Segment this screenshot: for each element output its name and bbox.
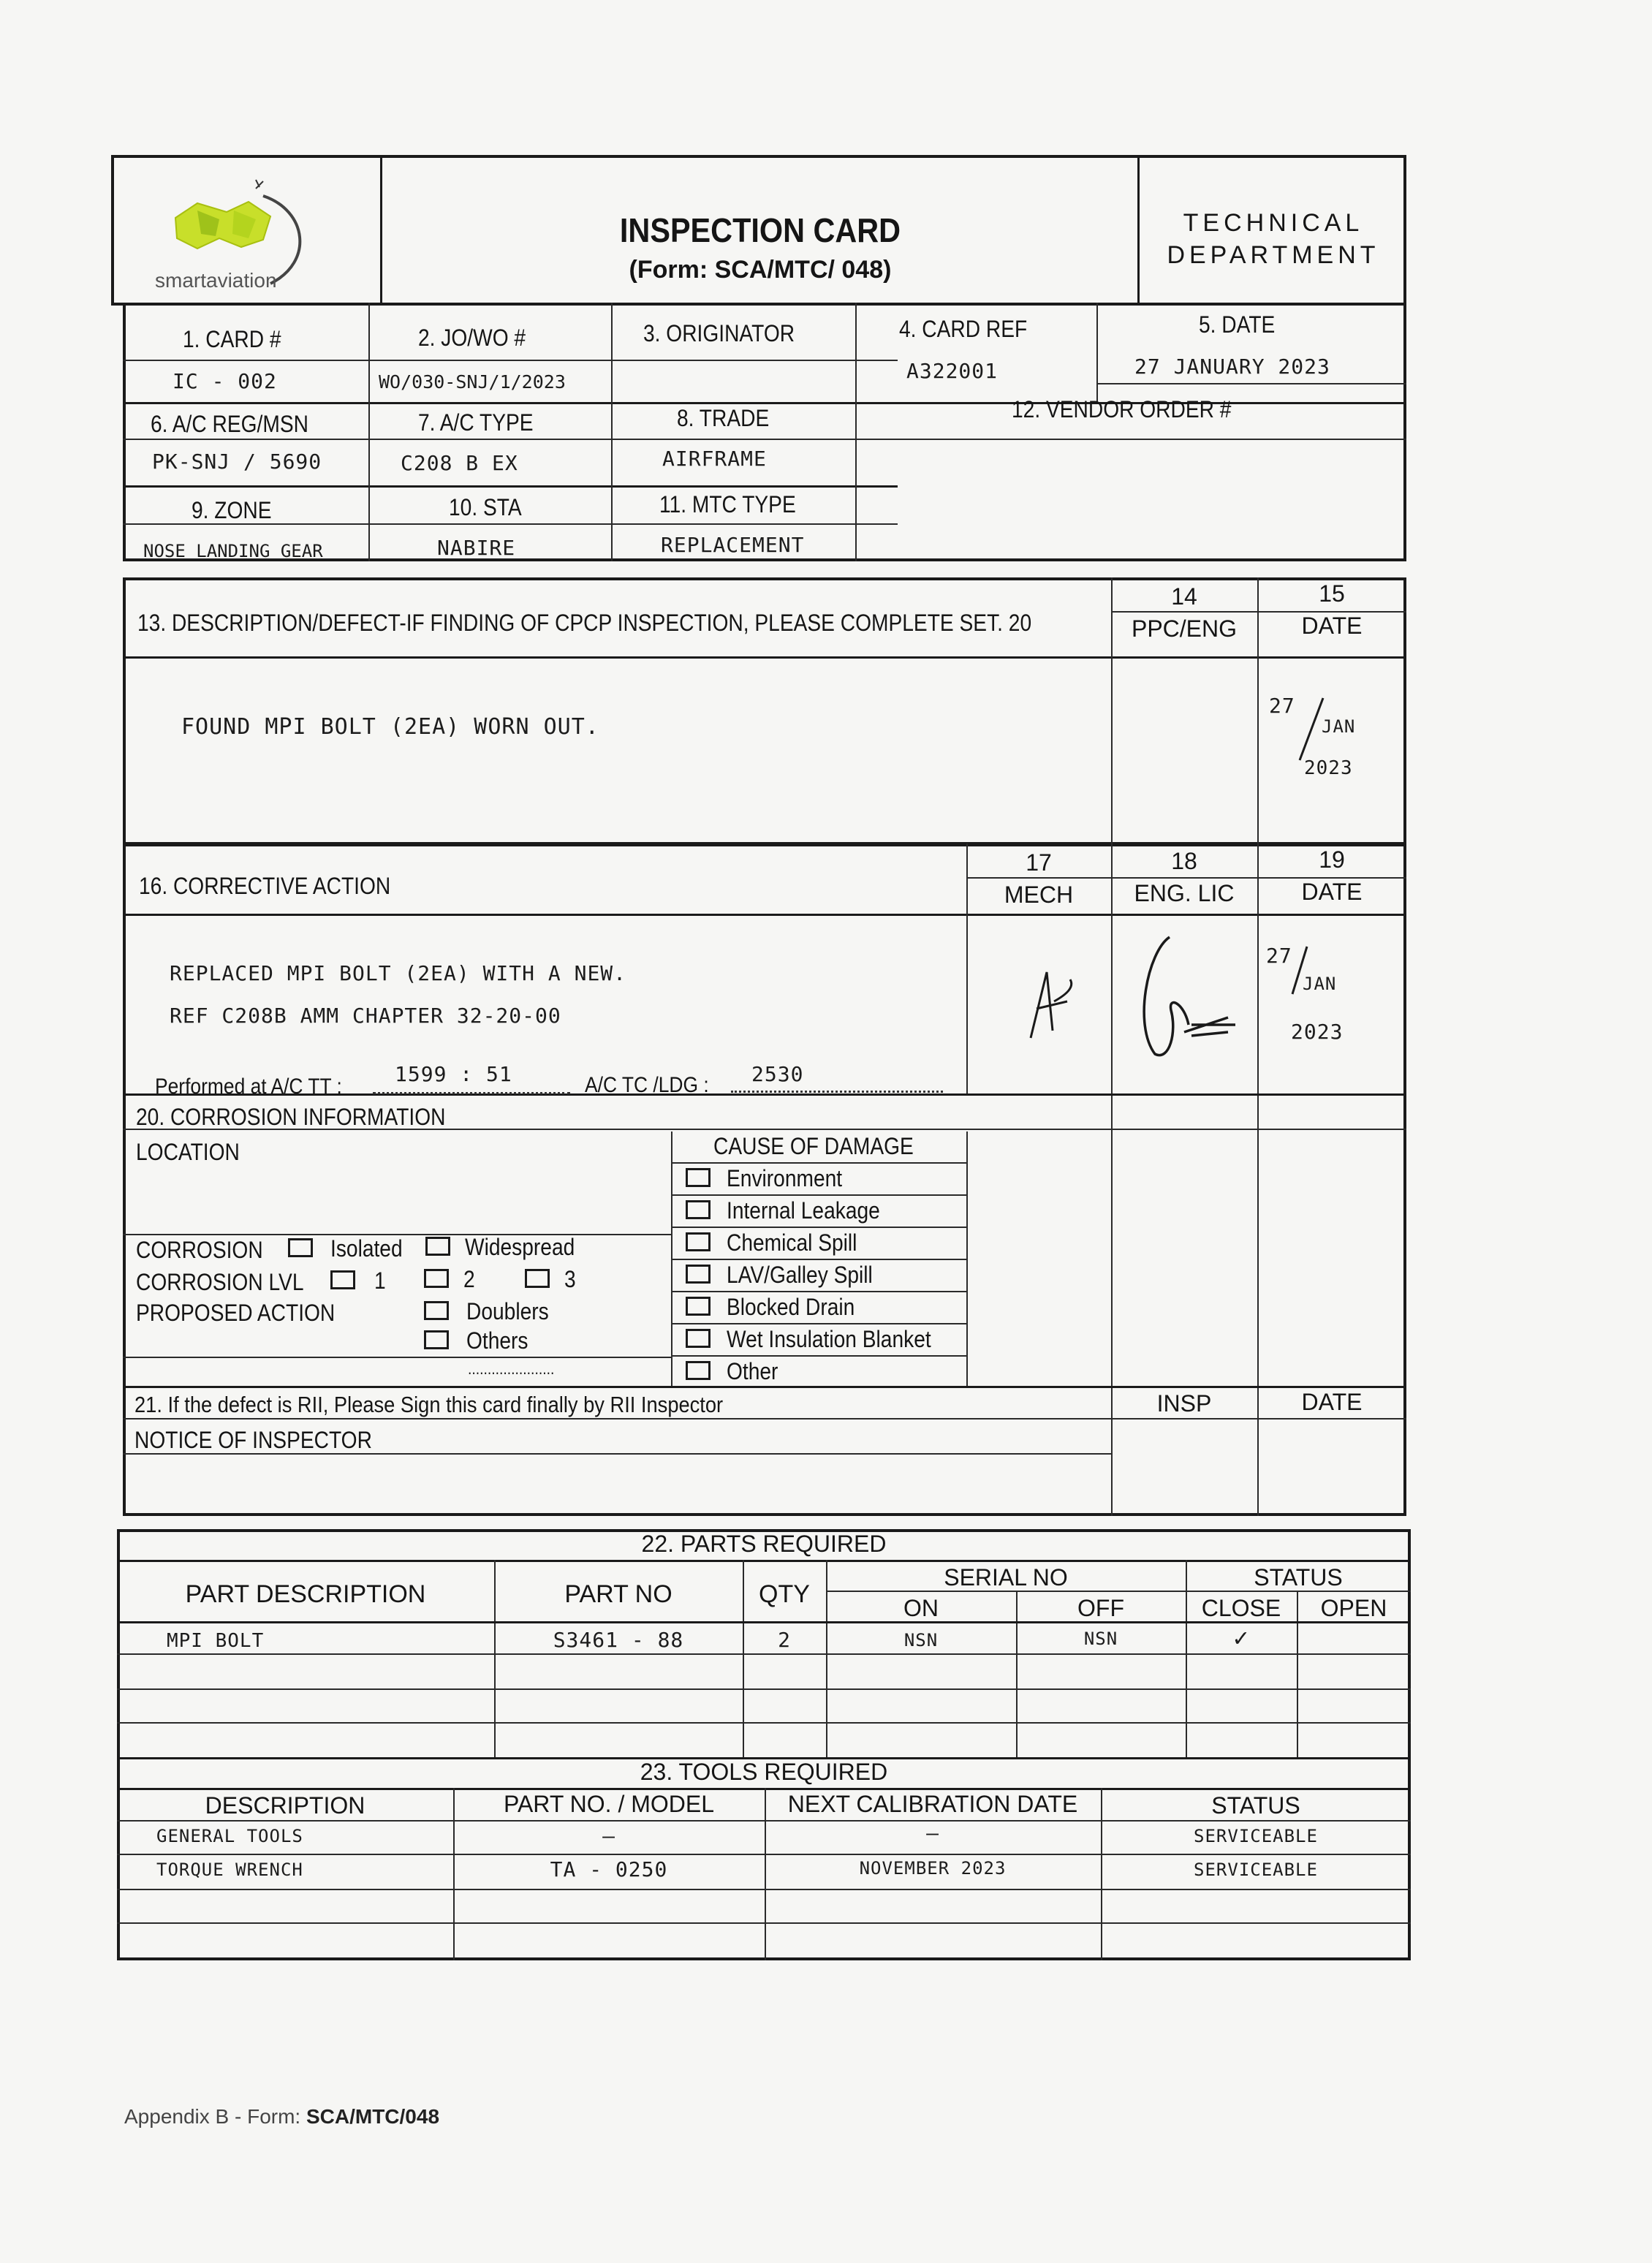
row-line (123, 914, 1406, 916)
blocked-drain-checkbox[interactable] (686, 1297, 711, 1316)
part-description-cell[interactable]: MPI BOLT (167, 1630, 265, 1652)
originator-label: 3. ORIGINATOR (643, 320, 795, 346)
row-line (671, 1291, 966, 1292)
ac-reg-value[interactable]: PK-SNJ / 5690 (152, 450, 322, 474)
mech-number: 17 (1026, 849, 1052, 876)
corrective-date-year[interactable]: 2023 (1291, 1020, 1344, 1044)
defect-date-month[interactable]: JAN (1322, 716, 1356, 737)
vendor-order-label: 12. VENDOR ORDER # (1012, 396, 1232, 422)
mech-label: MECH (1004, 882, 1074, 908)
level-2-label: 2 (463, 1266, 475, 1292)
date-label: 5. DATE (1199, 311, 1276, 338)
header-divider (1137, 155, 1140, 306)
row-line (117, 1889, 1411, 1890)
col-line (855, 303, 857, 561)
performed-label: Performed at A/C TT : (155, 1074, 342, 1099)
col-line (368, 303, 370, 561)
tools-title: 23. TOOLS REQUIRED (640, 1759, 888, 1785)
footer-prefix: Appendix B - Form: (124, 2105, 306, 2128)
tool-description-cell[interactable]: GENERAL TOOLS (156, 1826, 303, 1846)
row-line (117, 1688, 1411, 1690)
col-line (966, 1132, 968, 1387)
card-no-value[interactable]: IC - 002 (173, 369, 277, 393)
footer-form-code: SCA/MTC/048 (306, 2105, 440, 2128)
rii-date-label: DATE (1301, 1389, 1363, 1415)
corrosion-title: 20. CORROSION INFORMATION (136, 1104, 446, 1130)
row-line (671, 1194, 966, 1196)
corrective-label: 16. CORRECTIVE ACTION (139, 873, 391, 899)
card-ref-value[interactable]: A322001 (906, 359, 999, 383)
tool-description-header: DESCRIPTION (205, 1792, 365, 1819)
card-no-label: 1. CARD # (183, 326, 281, 352)
tool-part-no-header: PART NO. / MODEL (503, 1791, 715, 1817)
col-line (1257, 844, 1259, 1516)
parts-title: 22. PARTS REQUIRED (641, 1531, 887, 1557)
mtc-type-value[interactable]: REPLACEMENT (661, 533, 805, 557)
status-header: STATUS (1254, 1564, 1343, 1591)
defect-date-year[interactable]: 2023 (1304, 757, 1353, 779)
row-line (117, 1922, 1411, 1924)
jo-wo-label: 2. JO/WO # (418, 325, 526, 351)
row-line (123, 1357, 671, 1358)
ac-reg-label: 6. A/C REG/MSN (151, 411, 308, 437)
environment-checkbox[interactable] (686, 1168, 711, 1187)
row-line (117, 1621, 1411, 1623)
row-line (123, 485, 898, 488)
part-no-header: PART NO (564, 1580, 672, 1608)
status-close-check[interactable]: ✓ (1233, 1623, 1249, 1653)
open-header: OPEN (1320, 1595, 1387, 1621)
row-line (671, 1162, 966, 1164)
close-header: CLOSE (1201, 1595, 1281, 1621)
corrective-line1[interactable]: REPLACED MPI BOLT (2EA) WITH A NEW. (170, 961, 627, 985)
internal-leakage-checkbox[interactable] (686, 1200, 711, 1219)
mech-signature[interactable] (1009, 950, 1096, 1053)
cause-wet-insulation: Wet Insulation Blanket (727, 1326, 931, 1352)
isolated-label: Isolated (330, 1235, 403, 1262)
tool-status-cell[interactable]: SERVICEABLE (1194, 1860, 1318, 1880)
row-line (123, 439, 1406, 440)
trade-value[interactable]: AIRFRAME (662, 447, 767, 471)
serial-on-header: ON (903, 1595, 939, 1621)
row-line (123, 1386, 1406, 1388)
tc-ldg-label: A/C TC /LDG : (585, 1073, 709, 1097)
level-2-checkbox[interactable] (424, 1269, 449, 1288)
chemical-spill-checkbox[interactable] (686, 1232, 711, 1251)
row-line (826, 1591, 1411, 1592)
tool-calibration-cell[interactable]: – (926, 1821, 939, 1845)
isolated-checkbox[interactable] (288, 1238, 313, 1257)
location-label: LOCATION (136, 1139, 240, 1165)
tc-ldg-dots (731, 1091, 943, 1093)
notice-of-inspector-label: NOTICE OF INSPECTOR (134, 1427, 372, 1453)
row-line (117, 1854, 1411, 1855)
widespread-checkbox[interactable] (425, 1237, 450, 1256)
insp-label: INSP (1156, 1390, 1212, 1417)
eng-lic-signature[interactable] (1118, 922, 1250, 1069)
part-description-header: PART DESCRIPTION (185, 1580, 426, 1608)
row-line (117, 1653, 1411, 1655)
mtc-type-label: 11. MTC TYPE (659, 491, 796, 518)
department-line2: DEPARTMENT (1167, 241, 1380, 269)
others-label: Others (466, 1327, 528, 1354)
tool-status-cell[interactable]: SERVICEABLE (1194, 1826, 1318, 1846)
level-1-label: 1 (374, 1267, 386, 1294)
serial-off-cell[interactable]: NSN (1083, 1629, 1118, 1649)
corrective-date-label: DATE (1301, 879, 1363, 905)
serial-on-cell[interactable]: NSN (903, 1630, 939, 1650)
date-slash-icon (1285, 943, 1314, 1001)
rii-note: 21. If the defect is RII, Please Sign this card finally by RII Inspector (134, 1392, 724, 1417)
sta-value[interactable]: NABIRE (437, 536, 516, 560)
trade-label: 8. TRADE (677, 405, 770, 431)
cause-of-damage-label: CAUSE OF DAMAGE (713, 1133, 914, 1159)
level-1-checkbox[interactable] (330, 1270, 355, 1289)
others-checkbox[interactable] (424, 1330, 449, 1349)
serial-no-header: SERIAL NO (944, 1564, 1068, 1591)
eng-lic-label: ENG. LIC (1134, 880, 1235, 906)
tool-part-no-cell[interactable]: TA - 0250 (550, 1857, 668, 1881)
row-line (123, 656, 1406, 659)
performed-value[interactable]: 1599 : 51 (395, 1062, 512, 1086)
level-3-label: 3 (564, 1266, 576, 1292)
row-line (1111, 611, 1406, 613)
row-line (671, 1323, 966, 1324)
ppc-label: PPC/ENG (1131, 615, 1238, 642)
logo-text: smartaviation (155, 269, 277, 292)
col-line (1111, 844, 1113, 1516)
level-3-checkbox[interactable] (525, 1269, 550, 1288)
row-line (671, 1259, 966, 1260)
defect-description[interactable]: FOUND MPI BOLT (2EA) WORN OUT. (181, 714, 599, 740)
col-line (611, 303, 613, 561)
ac-type-value[interactable]: C208 B EX (401, 451, 518, 475)
corrosion-label: CORROSION (136, 1237, 263, 1263)
row-line (123, 1453, 1111, 1455)
zone-value[interactable]: NOSE LANDING GEAR (143, 541, 323, 561)
wet-insulation-checkbox[interactable] (686, 1329, 711, 1348)
zone-label: 9. ZONE (192, 497, 272, 523)
footer-form-ref (124, 2105, 439, 2129)
row-line (671, 1227, 966, 1228)
other-checkbox[interactable] (686, 1361, 711, 1380)
widespread-label: Widespread (465, 1234, 575, 1260)
row-line (123, 523, 898, 525)
row-line (117, 1560, 1411, 1562)
row-line (123, 1418, 1406, 1419)
tool-calibration-cell[interactable]: NOVEMBER 2023 (859, 1858, 1007, 1879)
eng-lic-number: 18 (1171, 848, 1197, 874)
serial-off-header: OFF (1077, 1595, 1124, 1621)
cause-chemical-spill: Chemical Spill (727, 1229, 857, 1256)
row-line (123, 360, 898, 361)
row-line (117, 1788, 1411, 1790)
date-slash-icon (1294, 694, 1330, 767)
tool-status-header: STATUS (1211, 1792, 1300, 1819)
cause-environment: Environment (727, 1165, 843, 1191)
tc-ldg-value[interactable]: 2530 (751, 1062, 804, 1086)
corrective-line2[interactable]: REF C208B AMM CHAPTER 32-20-00 (170, 1004, 561, 1028)
ac-type-label: 7. A/C TYPE (418, 409, 534, 436)
doublers-checkbox[interactable] (424, 1301, 449, 1320)
card-ref-label: 4. CARD REF (899, 316, 1028, 342)
corrective-date-number: 19 (1319, 846, 1345, 873)
row-line (117, 1820, 1411, 1822)
proposed-action-label: PROPOSED ACTION (136, 1300, 336, 1326)
doublers-label: Doublers (466, 1298, 549, 1324)
col-line (1096, 303, 1098, 402)
sta-label: 10. STA (449, 494, 522, 520)
date-value[interactable]: 27 JANUARY 2023 (1134, 355, 1330, 379)
part-no-cell[interactable]: S3461 - 88 (553, 1628, 684, 1652)
corrosion-lvl-label: CORROSION LVL (136, 1269, 304, 1295)
defect-date-label: DATE (1301, 613, 1363, 639)
next-calibration-header: NEXT CALIBRATION DATE (787, 1791, 1078, 1817)
row-line (117, 1722, 1411, 1724)
cause-blocked-drain: Blocked Drain (727, 1294, 855, 1320)
performed-dots (373, 1092, 570, 1094)
qty-header: QTY (759, 1580, 810, 1608)
defect-date-day[interactable]: 27 (1269, 694, 1295, 718)
col-line (966, 844, 968, 1095)
form-number: (Form: SCA/MTC/ 048) (629, 256, 892, 284)
col-line (1186, 1560, 1187, 1757)
company-logo (146, 167, 351, 298)
cause-lav-galley-spill: LAV/Galley Spill (727, 1262, 873, 1288)
tool-description-cell[interactable]: TORQUE WRENCH (156, 1860, 303, 1880)
qty-cell[interactable]: 2 (778, 1628, 791, 1652)
col-line (826, 1560, 827, 1757)
department-line1: TECHNICAL (1183, 209, 1364, 237)
tool-part-no-cell[interactable]: – (602, 1824, 615, 1848)
defect-date-number: 15 (1319, 580, 1345, 607)
defect-label: 13. DESCRIPTION/DEFECT-IF FINDING OF CPCP INSPECTION, PLEASE COMPLETE SET. 20 (137, 610, 1032, 636)
corrective-date-month[interactable]: JAN (1303, 974, 1337, 994)
row-line (671, 1355, 966, 1357)
corrective-date-day[interactable]: 27 (1266, 944, 1292, 968)
header-divider (380, 155, 382, 306)
row-line (1096, 383, 1406, 384)
others-dots: ...................... (468, 1360, 555, 1378)
jo-wo-value[interactable]: WO/030-SNJ/1/2023 (379, 371, 566, 393)
cause-internal-leakage: Internal Leakage (727, 1197, 880, 1224)
page-title: INSPECTION CARD (619, 211, 901, 249)
ppc-number: 14 (1171, 583, 1197, 610)
lav-galley-spill-checkbox[interactable] (686, 1265, 711, 1284)
cause-other: Other (727, 1358, 778, 1384)
